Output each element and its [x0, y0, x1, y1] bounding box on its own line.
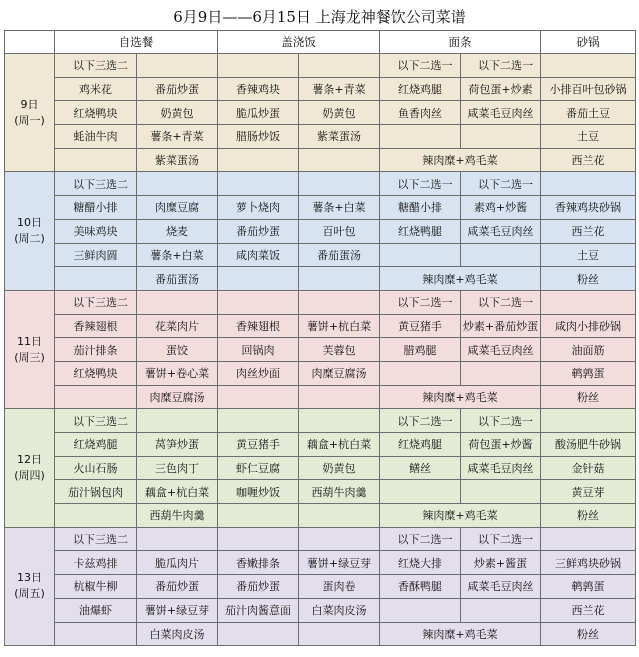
self-dish: 番茄炒蛋 [137, 77, 218, 101]
rice-dish: 肉丝炒面 [218, 361, 299, 385]
self-dish: 蚝油牛肉 [55, 125, 137, 149]
rice-empty [299, 527, 380, 551]
rice-dish: 咸肉菜饭 [218, 243, 299, 267]
rice-dish: 肉糜豆腐汤 [299, 361, 380, 385]
pot-dish: 粉丝 [541, 504, 636, 528]
rice-dish: 黄豆猪手 [218, 433, 299, 457]
dish-row [5, 196, 636, 220]
noodle-dish: 红烧鸡腿 [380, 77, 461, 101]
self-dish: 脆瓜肉片 [137, 551, 218, 575]
noodle-dish: 咸菜毛豆肉丝 [461, 338, 541, 362]
noodle-dish: 素鸡+炒酱 [461, 196, 541, 220]
rice-dish: 白菜肉皮汤 [299, 598, 380, 622]
noodle-dish: 炒素+酱蛋 [461, 551, 541, 575]
rice-dish: 薯条+青菜 [299, 77, 380, 101]
header-rice-bowl: 盖浇饭 [218, 31, 380, 54]
rice-dish: 奶黄包 [299, 456, 380, 480]
self-dish: 红烧鸡腿 [55, 433, 137, 457]
self-dish: 鸡米花 [55, 77, 137, 101]
pot-dish: 油面筋 [541, 338, 636, 362]
noodle-pick-note: 以下二选一 [380, 290, 461, 314]
rice-empty [218, 148, 299, 172]
self-pick-note: 以下三选二 [55, 290, 137, 314]
rice-dish: 香嫩排条 [218, 551, 299, 575]
day-label [5, 527, 55, 645]
day-pick-row [5, 290, 636, 314]
self-soup: 番茄蛋汤 [137, 267, 218, 291]
pot-empty [541, 172, 636, 196]
self-dish: 薯条+白菜 [137, 243, 218, 267]
menu-body [5, 54, 636, 646]
noodle-pick-note: 以下二选一 [461, 54, 541, 78]
dish-row [5, 361, 636, 385]
noodle-dish: 荷包蛋+炒酱 [461, 433, 541, 457]
noodle-dish: 咸菜毛豆肉丝 [461, 575, 541, 599]
dish-row [5, 219, 636, 243]
self-dish: 肉糜豆腐 [137, 196, 218, 220]
self-dish: 薯条+青菜 [137, 125, 218, 149]
dish-row [5, 551, 636, 575]
noodle-pick-note: 以下二选一 [461, 290, 541, 314]
pot-dish: 咸肉小排砂锅 [541, 314, 636, 338]
pot-dish: 土豆 [541, 125, 636, 149]
dish-row [5, 77, 636, 101]
rice-empty [299, 622, 380, 646]
day-last-row [5, 504, 636, 528]
noodle-pick-note: 以下二选一 [461, 409, 541, 433]
day-label [5, 290, 55, 408]
noodle-shared-topping: 辣肉糜+鸡毛菜 [380, 622, 541, 646]
self-dish: 薯饼+绿豆芽 [137, 598, 218, 622]
pot-dish: 西兰花 [541, 148, 636, 172]
header-noodles: 面条 [380, 31, 541, 54]
self-dish: 蛋饺 [137, 338, 218, 362]
noodle-dish [461, 125, 541, 149]
rice-empty [299, 409, 380, 433]
noodle-pick-note: 以下二选一 [380, 409, 461, 433]
noodle-dish: 咸菜毛豆肉丝 [461, 219, 541, 243]
self-pick-note: 以下三选二 [55, 172, 137, 196]
rice-empty [299, 267, 380, 291]
rice-empty [218, 504, 299, 528]
header-clay-pot: 砂锅 [541, 31, 636, 54]
self-empty [137, 290, 218, 314]
self-dish: 薯饼+卷心菜 [137, 361, 218, 385]
pot-dish: 鹌鹑蛋 [541, 575, 636, 599]
day-label [5, 172, 55, 290]
self-dish: 番茄炒蛋 [137, 575, 218, 599]
self-empty [55, 148, 137, 172]
pot-empty [541, 54, 636, 78]
pot-dish: 香辣鸡块砂锅 [541, 196, 636, 220]
self-soup: 肉糜豆腐汤 [137, 385, 218, 409]
day-label [5, 409, 55, 527]
rice-dish: 番茄蛋汤 [299, 243, 380, 267]
self-soup: 紫菜蛋汤 [137, 148, 218, 172]
day-last-row [5, 622, 636, 646]
noodle-dish [380, 598, 461, 622]
menu-title: 6月9日——6月15日 上海龙神餐饮公司菜谱 [173, 8, 466, 26]
noodle-dish: 红烧鸡腿 [380, 433, 461, 457]
day-last-row [5, 148, 636, 172]
noodle-pick-note: 以下二选一 [461, 172, 541, 196]
noodle-shared-topping: 辣肉糜+鸡毛菜 [380, 385, 541, 409]
noodle-dish: 红烧鸭腿 [380, 219, 461, 243]
self-empty [55, 504, 137, 528]
day-date: 10日 [17, 216, 42, 230]
self-dish: 油爆虾 [55, 598, 137, 622]
rice-dish: 番茄炒蛋 [218, 575, 299, 599]
dish-row [5, 480, 636, 504]
day-weekday: (周五) [14, 587, 45, 601]
pot-dish: 西兰花 [541, 598, 636, 622]
dish-row [5, 433, 636, 457]
dish-row [5, 314, 636, 338]
day-label [5, 54, 55, 172]
noodle-shared-topping: 辣肉糜+鸡毛菜 [380, 504, 541, 528]
rice-dish: 藕盒+杭白菜 [299, 433, 380, 457]
noodle-shared-topping: 辣肉糜+鸡毛菜 [380, 267, 541, 291]
header-self-select: 自选餐 [55, 31, 218, 54]
self-dish: 三鲜肉圆 [55, 243, 137, 267]
day-last-row [5, 267, 636, 291]
self-dish: 红烧鸭块 [55, 101, 137, 125]
noodle-dish: 鱼香肉丝 [380, 101, 461, 125]
noodle-dish: 炒素+番茄炒蛋 [461, 314, 541, 338]
rice-dish: 香辣鸡块 [218, 77, 299, 101]
noodle-dish [380, 480, 461, 504]
pot-dish: 粉丝 [541, 267, 636, 291]
noodle-dish: 咸菜毛豆肉丝 [461, 456, 541, 480]
dish-row [5, 598, 636, 622]
weekly-menu-table [4, 30, 636, 646]
self-dish: 红烧鸭块 [55, 361, 137, 385]
rice-empty [218, 409, 299, 433]
rice-dish: 紫菜蛋汤 [299, 125, 380, 149]
pot-empty [541, 409, 636, 433]
day-weekday: (周一) [14, 113, 45, 127]
day-pick-row [5, 54, 636, 78]
rice-empty [218, 290, 299, 314]
rice-dish: 薯饼+绿豆芽 [299, 551, 380, 575]
self-pick-note: 以下三选二 [55, 527, 137, 551]
noodle-dish: 香酥鸭腿 [380, 575, 461, 599]
noodle-dish: 鳝丝 [380, 456, 461, 480]
rice-empty [218, 267, 299, 291]
noodle-dish [380, 125, 461, 149]
rice-dish: 茄汁肉酱意面 [218, 598, 299, 622]
rice-dish: 西葫牛肉羹 [299, 480, 380, 504]
self-dish: 火山石肠 [55, 456, 137, 480]
noodle-dish [461, 243, 541, 267]
rice-dish: 腊肠炒饭 [218, 125, 299, 149]
day-weekday: (周三) [14, 350, 45, 364]
pot-dish: 酸汤肥牛砂锅 [541, 433, 636, 457]
noodle-dish [461, 598, 541, 622]
self-dish: 莴笋炒蛋 [137, 433, 218, 457]
pot-dish: 三鲜鸡块砂锅 [541, 551, 636, 575]
noodle-dish: 红烧大排 [380, 551, 461, 575]
rice-dish: 芙蓉包 [299, 338, 380, 362]
noodle-dish [380, 243, 461, 267]
self-soup: 白菜肉皮汤 [137, 622, 218, 646]
rice-dish: 脆瓜炒蛋 [218, 101, 299, 125]
self-dish: 奶黄包 [137, 101, 218, 125]
self-empty [137, 409, 218, 433]
self-dish: 花菜肉片 [137, 314, 218, 338]
self-empty [55, 385, 137, 409]
rice-empty [299, 172, 380, 196]
noodle-dish: 荷包蛋+炒素 [461, 77, 541, 101]
rice-empty [218, 527, 299, 551]
dish-row [5, 125, 636, 149]
noodle-dish: 咸菜毛豆肉丝 [461, 101, 541, 125]
self-soup: 西葫牛肉羹 [137, 504, 218, 528]
dish-row [5, 456, 636, 480]
pot-dish: 黄豆芽 [541, 480, 636, 504]
pot-dish: 土豆 [541, 243, 636, 267]
self-dish: 香辣翅根 [55, 314, 137, 338]
self-empty [137, 527, 218, 551]
header-row [5, 31, 636, 54]
self-pick-note: 以下三选二 [55, 409, 137, 433]
self-dish: 茄汁锅包肉 [55, 480, 137, 504]
rice-dish: 咖喱炒饭 [218, 480, 299, 504]
pot-dish: 粉丝 [541, 622, 636, 646]
rice-dish: 薯饼+杭白菜 [299, 314, 380, 338]
rice-dish: 萝卜烧肉 [218, 196, 299, 220]
noodle-pick-note: 以下二选一 [380, 54, 461, 78]
noodle-dish: 黄豆猪手 [380, 314, 461, 338]
noodle-shared-topping: 辣肉糜+鸡毛菜 [380, 148, 541, 172]
self-dish: 卡兹鸡排 [55, 551, 137, 575]
pot-dish: 粉丝 [541, 385, 636, 409]
day-date: 9日 [20, 97, 39, 111]
day-date: 12日 [17, 453, 42, 467]
rice-empty [299, 148, 380, 172]
noodle-dish [461, 361, 541, 385]
noodle-dish [380, 361, 461, 385]
rice-dish: 百叶包 [299, 219, 380, 243]
dish-row [5, 575, 636, 599]
rice-empty [299, 290, 380, 314]
pot-empty [541, 290, 636, 314]
rice-dish: 奶黄包 [299, 101, 380, 125]
pot-dish: 鹌鹑蛋 [541, 361, 636, 385]
self-dish: 茄汁排条 [55, 338, 137, 362]
rice-empty [218, 622, 299, 646]
day-date: 11日 [17, 334, 42, 348]
rice-empty [299, 504, 380, 528]
self-dish: 烧麦 [137, 219, 218, 243]
self-empty [137, 172, 218, 196]
rice-empty [299, 54, 380, 78]
noodle-pick-note: 以下二选一 [380, 172, 461, 196]
self-empty [55, 267, 137, 291]
day-weekday: (周四) [14, 469, 45, 483]
day-pick-row [5, 409, 636, 433]
self-dish: 糖醋小排 [55, 196, 137, 220]
self-dish: 美味鸡块 [55, 219, 137, 243]
day-pick-row [5, 172, 636, 196]
self-dish: 杭椒牛柳 [55, 575, 137, 599]
pot-empty [541, 527, 636, 551]
self-dish: 三色肉丁 [137, 456, 218, 480]
self-dish: 藕盒+杭白菜 [137, 480, 218, 504]
noodle-dish: 腊鸡腿 [380, 338, 461, 362]
rice-empty [218, 385, 299, 409]
noodle-dish [461, 480, 541, 504]
header-corner [5, 31, 55, 54]
pot-dish: 小排百叶包砂锅 [541, 77, 636, 101]
noodle-pick-note: 以下二选一 [380, 527, 461, 551]
pot-dish: 西兰花 [541, 219, 636, 243]
dish-row [5, 243, 636, 267]
rice-empty [218, 54, 299, 78]
rice-dish: 虾仁豆腐 [218, 456, 299, 480]
self-empty [55, 622, 137, 646]
rice-dish: 蛋肉卷 [299, 575, 380, 599]
rice-empty [299, 385, 380, 409]
dish-row [5, 338, 636, 362]
day-weekday: (周二) [14, 232, 45, 246]
self-empty [137, 54, 218, 78]
day-last-row [5, 385, 636, 409]
rice-dish: 香辣翅根 [218, 314, 299, 338]
pot-dish: 番茄土豆 [541, 101, 636, 125]
noodle-pick-note: 以下二选一 [461, 527, 541, 551]
pot-dish: 金针菇 [541, 456, 636, 480]
rice-empty [218, 172, 299, 196]
day-date: 13日 [17, 571, 42, 585]
self-pick-note: 以下三选二 [55, 54, 137, 78]
rice-dish: 回锅肉 [218, 338, 299, 362]
rice-dish: 番茄炒蛋 [218, 219, 299, 243]
day-pick-row [5, 527, 636, 551]
dish-row [5, 101, 636, 125]
noodle-dish: 糖醋小排 [380, 196, 461, 220]
rice-dish: 薯条+白菜 [299, 196, 380, 220]
